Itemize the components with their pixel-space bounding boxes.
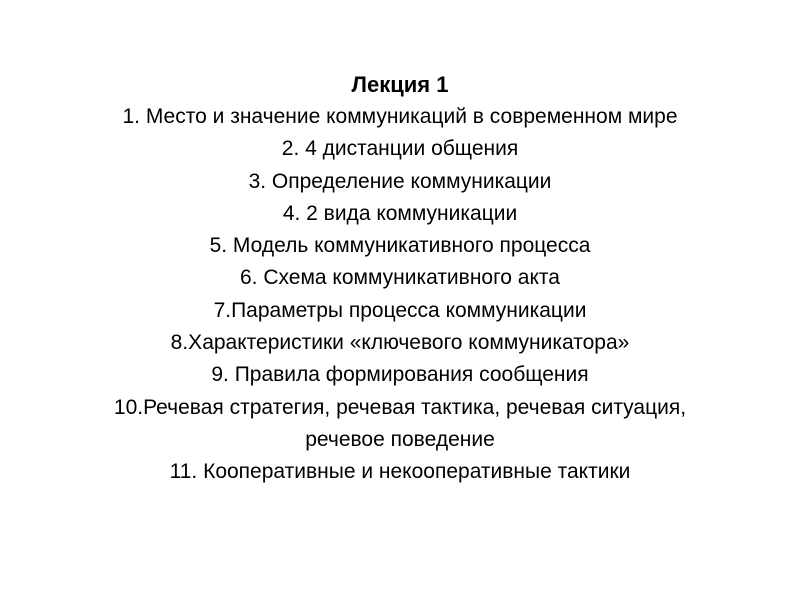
topic-item: 4. 2 вида коммуникации: [282, 201, 518, 225]
topic-item: 1. Место и значение коммуникаций в современном мире: [122, 105, 678, 128]
slide-title: Лекция 1: [351, 72, 449, 97]
topic-item: 7.Параметры процесса коммуникации: [213, 298, 587, 322]
topic-item: 3. Определение коммуникации: [248, 169, 552, 193]
topic-item-continuation: речевое поведение: [305, 427, 495, 451]
topic-item: 5. Модель коммуникативного процесса: [209, 234, 591, 258]
slide-content: [20, 68, 780, 489]
lecture-topics-list: [20, 101, 780, 489]
topic-item: 9. Правила формирования сообщения: [211, 363, 589, 387]
topic-item: 8.Характеристики «ключевого коммуникатора»: [170, 331, 630, 355]
topic-item: 6. Схема коммуникативного акта: [240, 266, 560, 290]
topic-item: 2. 4 дистанции общения: [281, 137, 519, 161]
topic-item: 10.Речевая стратегия, речевая тактика, речевая ситуация,: [113, 395, 687, 419]
topic-item: 11. Кооперативные и некооперативные тактики: [169, 460, 631, 484]
